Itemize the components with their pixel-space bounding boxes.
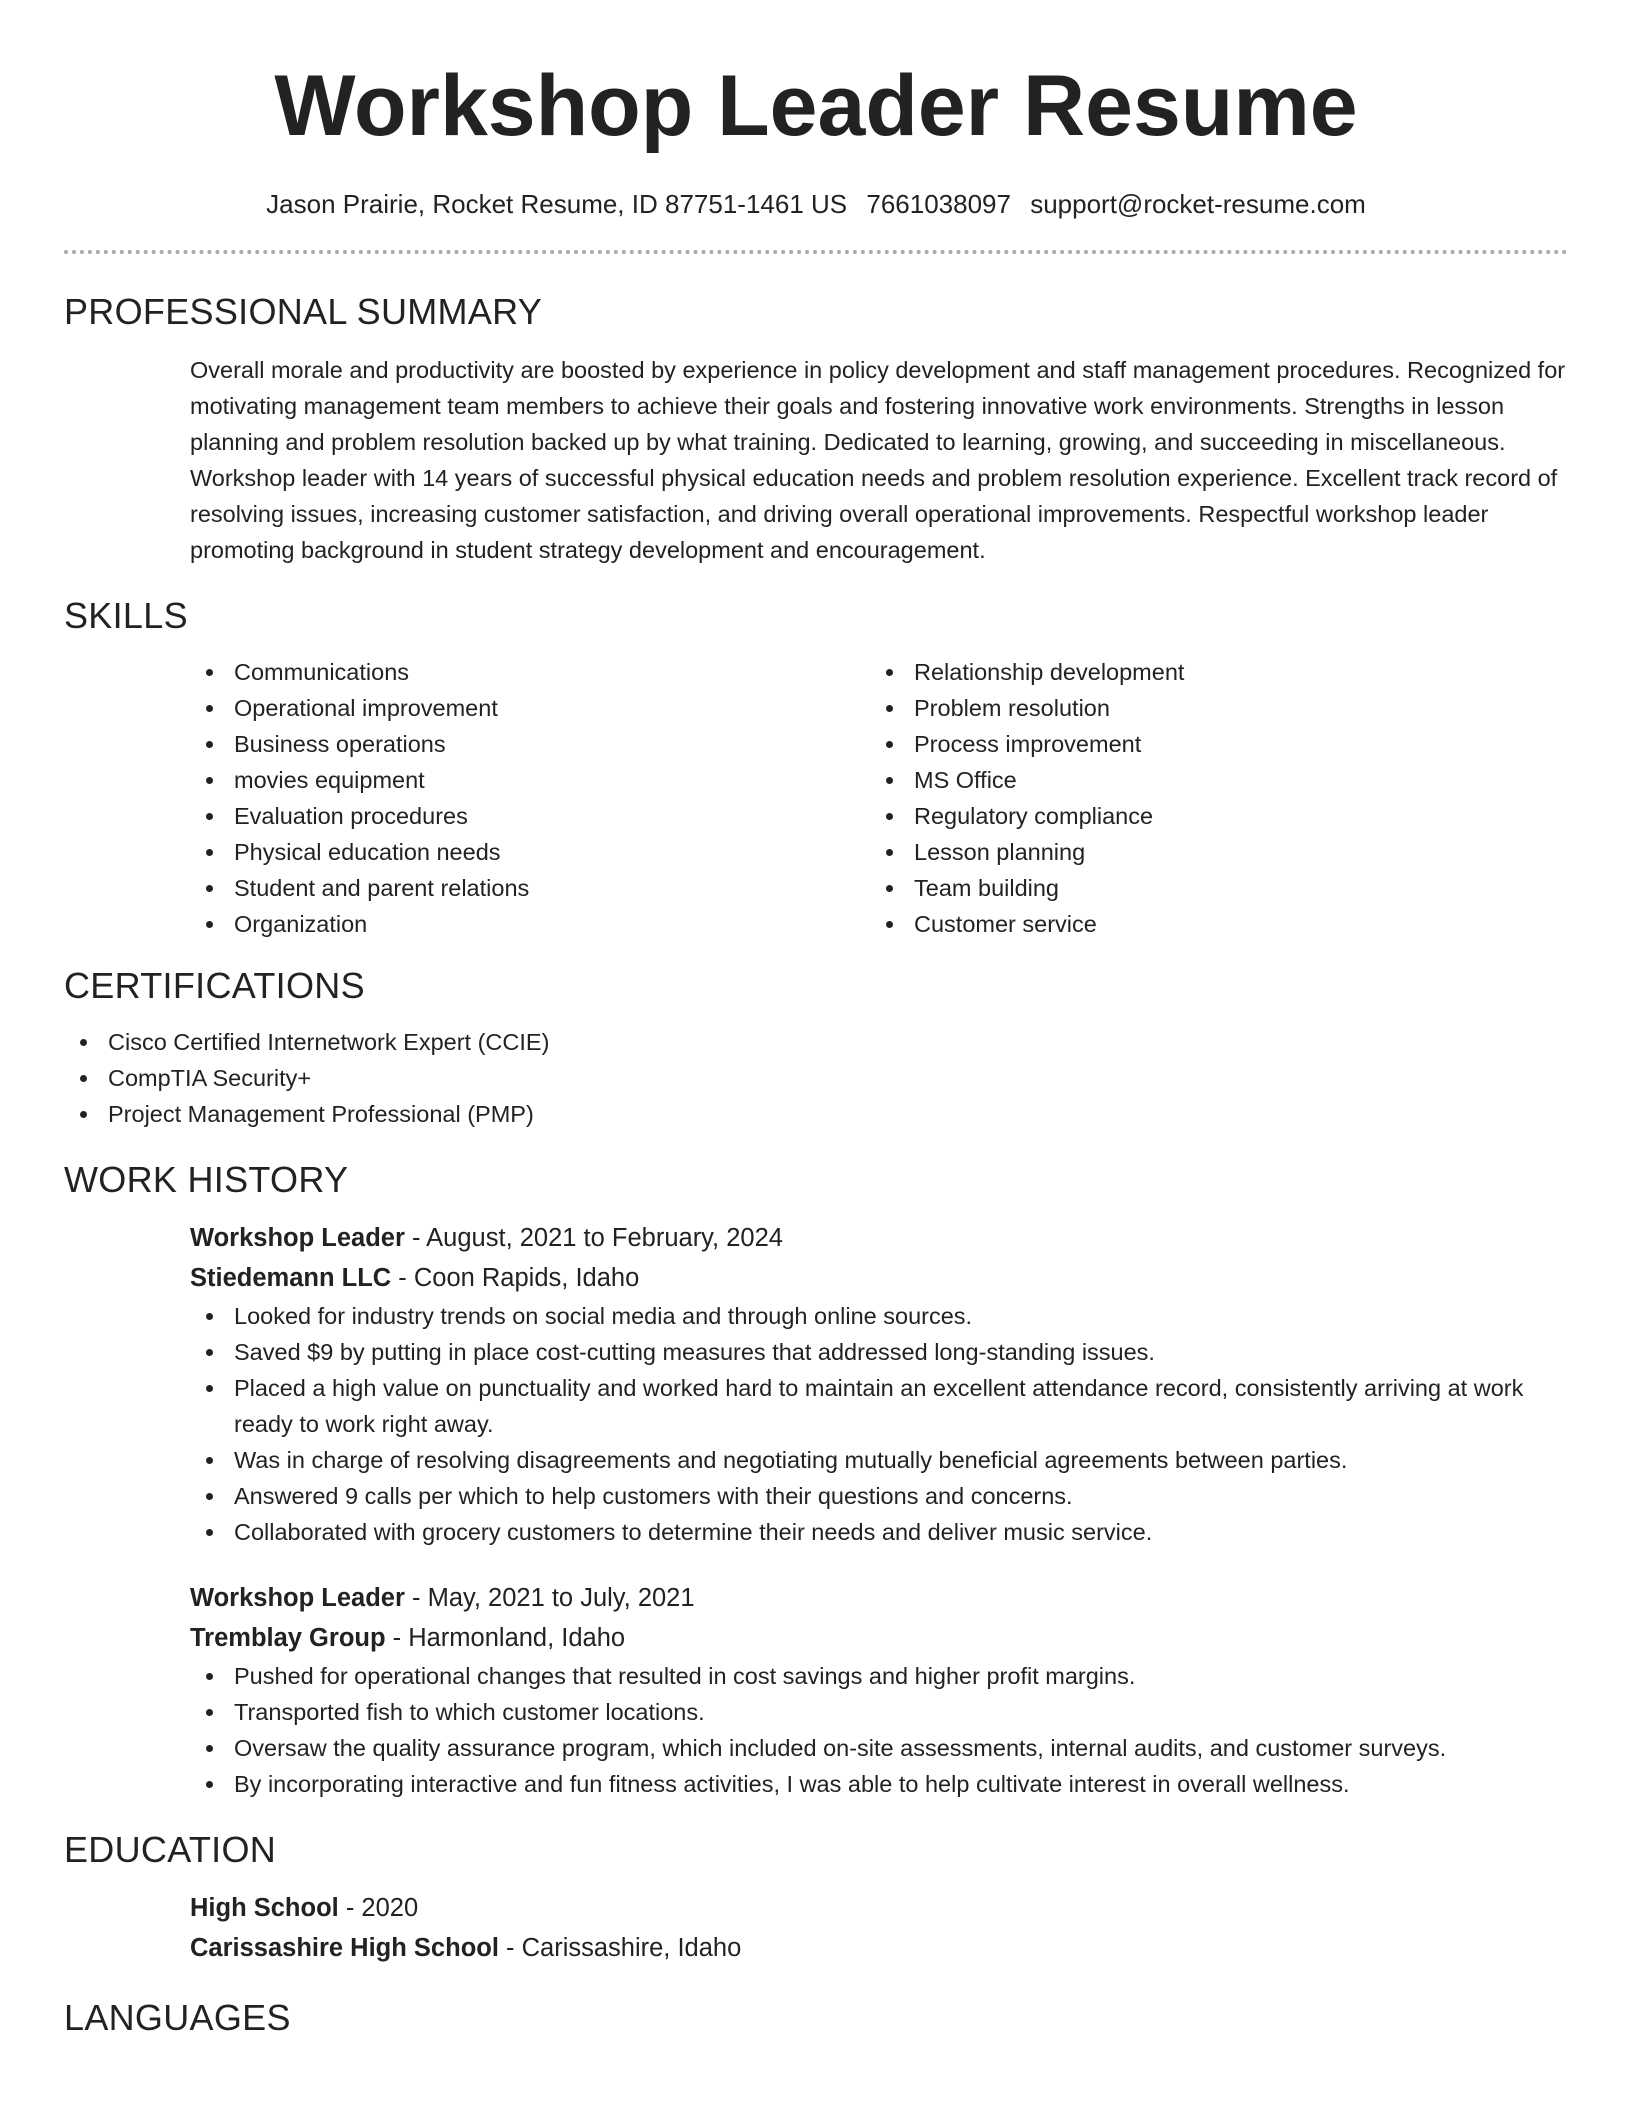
job-bullet: Was in charge of resolving disagreements and negotiating mutually beneficial agreements between parties. xyxy=(190,1442,1568,1478)
job-bullet: Answered 9 calls per which to help customers with their questions and concerns. xyxy=(190,1478,1568,1514)
job-company: Stiedemann LLC xyxy=(190,1264,392,1292)
contact-email: support@rocket-resume.com xyxy=(1030,189,1366,219)
skill-item: Business operations xyxy=(190,726,870,762)
job-bullets xyxy=(190,1658,1568,1802)
education-section xyxy=(64,1826,1568,1968)
job-location: - Coon Rapids, Idaho xyxy=(391,1264,640,1292)
skill-item: Problem resolution xyxy=(870,690,1550,726)
skill-item: movies equipment xyxy=(190,762,870,798)
job-bullet: Oversaw the quality assurance program, which included on-site assessments, internal audits, and customer surveys. xyxy=(190,1730,1568,1766)
job-bullet: Transported fish to which customer locations. xyxy=(190,1694,1568,1730)
section-heading-work-history: WORK HISTORY xyxy=(64,1159,349,1200)
skill-item: Operational improvement xyxy=(190,690,870,726)
certification-item: Cisco Certified Internetwork Expert (CCIE) xyxy=(64,1024,1568,1060)
job-title-line xyxy=(190,1578,1568,1618)
education-degree-line xyxy=(190,1888,1568,1928)
job-bullet: Looked for industry trends on social media and through online sources. xyxy=(190,1298,1568,1334)
skills-section xyxy=(64,592,1568,942)
section-heading-certifications: CERTIFICATIONS xyxy=(64,965,365,1006)
certifications-list xyxy=(64,1024,1568,1132)
skill-item: Team building xyxy=(870,870,1550,906)
education-school-line xyxy=(190,1928,1568,1968)
education-school: Carissashire High School xyxy=(190,1934,499,1962)
job-entry xyxy=(190,1578,1568,1802)
job-company-line xyxy=(190,1258,1568,1298)
skill-item: Lesson planning xyxy=(870,834,1550,870)
job-company: Tremblay Group xyxy=(190,1624,386,1652)
skill-item: Process improvement xyxy=(870,726,1550,762)
contact-address: Jason Prairie, Rocket Resume, ID 87751-1461 US xyxy=(266,189,848,219)
resume-page xyxy=(64,0,1568,2042)
job-bullet: By incorporating interactive and fun fitness activities, I was able to help cultivate interest in overall wellness. xyxy=(190,1766,1568,1802)
contact-line xyxy=(64,184,1568,224)
job-bullet: Placed a high value on punctuality and worked hard to maintain an excellent attendance record, consistently arriving at work ready to work right away. xyxy=(190,1370,1568,1442)
languages-section xyxy=(64,1994,1568,2042)
skills-column-left xyxy=(190,654,870,942)
contact-phone: 7661038097 xyxy=(866,189,1011,219)
work-history-section xyxy=(64,1156,1568,1802)
job-location: - Harmonland, Idaho xyxy=(385,1624,626,1652)
header-divider xyxy=(64,250,1568,254)
job-bullet: Pushed for operational changes that resulted in cost savings and higher profit margins. xyxy=(190,1658,1568,1694)
job-title: Workshop Leader xyxy=(190,1584,405,1612)
section-heading-summary: PROFESSIONAL SUMMARY xyxy=(64,291,543,332)
job-bullets xyxy=(190,1298,1568,1550)
section-heading-languages: LANGUAGES xyxy=(64,1997,291,2038)
certification-item: Project Management Professional (PMP) xyxy=(64,1096,1568,1132)
skill-item: Customer service xyxy=(870,906,1550,942)
job-bullet: Collaborated with grocery customers to determine their needs and deliver music service. xyxy=(190,1514,1568,1550)
job-title-line xyxy=(190,1218,1568,1258)
education-degree: High School xyxy=(190,1894,339,1922)
summary-text: Overall morale and productivity are boosted by experience in policy development and staff management procedures. Recognized for motivating management team members to achieve their goals and fostering innovative work environments. Strengths in lesson planning and problem resolution backed up by what training. Dedicated to learning, growing, and succeeding in miscellaneous. Workshop leader with 14 years of successful physical education needs and problem resolution experience. Excellent track record of resolving issues, increasing customer satisfaction, and driving overall operational improvements. Respectful workshop leader promoting background in student strategy development and encouragement. xyxy=(190,357,1566,563)
certification-item: CompTIA Security+ xyxy=(64,1060,1568,1096)
education-location: - Carissashire, Idaho xyxy=(498,1934,742,1962)
job-dates: - May, 2021 to July, 2021 xyxy=(404,1584,695,1612)
job-entry xyxy=(190,1218,1568,1550)
skill-item: Organization xyxy=(190,906,870,942)
job-bullet: Saved $9 by putting in place cost-cutting measures that addressed long-standing issues. xyxy=(190,1334,1568,1370)
section-heading-skills: SKILLS xyxy=(64,595,188,636)
skill-item: Communications xyxy=(190,654,870,690)
education-entry xyxy=(190,1888,1568,1968)
skill-item: Relationship development xyxy=(870,654,1550,690)
job-title: Workshop Leader xyxy=(190,1224,405,1252)
skills-list xyxy=(190,654,1568,942)
skill-item: Evaluation procedures xyxy=(190,798,870,834)
section-heading-education: EDUCATION xyxy=(64,1829,277,1870)
job-dates: - August, 2021 to February, 2024 xyxy=(404,1224,783,1252)
job-company-line xyxy=(190,1618,1568,1658)
education-year: - 2020 xyxy=(338,1894,419,1922)
summary-section xyxy=(64,288,1568,568)
skill-item: Student and parent relations xyxy=(190,870,870,906)
resume-title: Workshop Leader Resume xyxy=(274,58,1358,154)
skill-item: MS Office xyxy=(870,762,1550,798)
certifications-section xyxy=(64,962,1568,1132)
skills-column-right xyxy=(870,654,1550,942)
skill-item: Physical education needs xyxy=(190,834,870,870)
skill-item: Regulatory compliance xyxy=(870,798,1550,834)
